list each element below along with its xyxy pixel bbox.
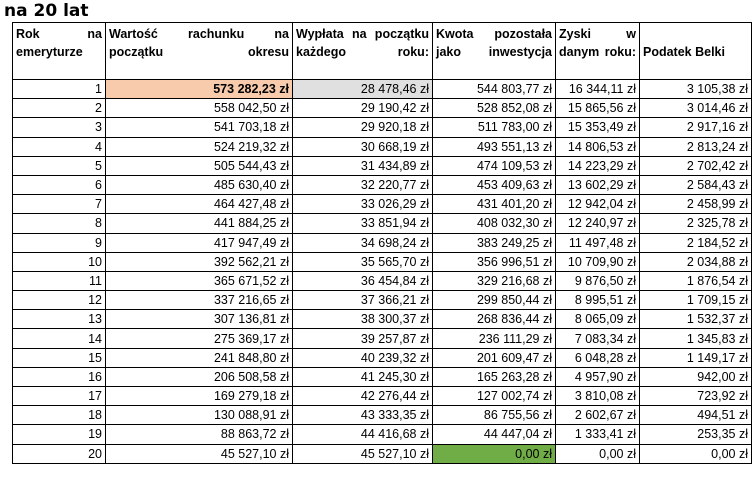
table-row — [13, 444, 752, 463]
gains-cell: 9 876,50 zł — [556, 271, 640, 290]
year-cell: 2 — [13, 99, 106, 118]
gains-cell: 3 810,08 zł — [556, 387, 640, 406]
gains-cell: 10 709,90 zł — [556, 252, 640, 271]
gains-cell: 12 942,04 zł — [556, 195, 640, 214]
gains-cell: 4 957,90 zł — [556, 367, 640, 386]
account-value-cell: 307 136,81 zł — [106, 310, 293, 329]
tax-cell: 942,00 zł — [640, 367, 752, 386]
table-body — [13, 80, 752, 464]
table-row — [13, 252, 752, 271]
withdrawal-cell: 38 300,37 zł — [293, 310, 433, 329]
account-value-cell: 130 088,91 zł — [106, 406, 293, 425]
tax-cell: 723,92 zł — [640, 387, 752, 406]
account-value-cell: 337 216,65 zł — [106, 291, 293, 310]
account-value-cell: 275 369,17 zł — [106, 329, 293, 348]
gains-cell: 12 240,97 zł — [556, 214, 640, 233]
tax-cell: 2 458,99 zł — [640, 195, 752, 214]
withdrawal-cell: 44 416,68 zł — [293, 425, 433, 444]
withdrawal-cell: 42 276,44 zł — [293, 387, 433, 406]
account-value-cell: 206 508,58 zł — [106, 367, 293, 386]
remaining-cell: 329 216,68 zł — [433, 271, 556, 290]
withdrawal-cell: 28 478,46 zł — [293, 80, 433, 99]
gains-cell: 7 083,34 zł — [556, 329, 640, 348]
withdrawal-cell: 29 190,42 zł — [293, 99, 433, 118]
account-value-cell: 524 219,32 zł — [106, 137, 293, 156]
table-row — [13, 118, 752, 137]
year-cell: 3 — [13, 118, 106, 137]
remaining-cell: 236 111,29 zł — [433, 329, 556, 348]
remaining-cell: 493 551,13 zł — [433, 137, 556, 156]
table-header-row — [13, 23, 752, 80]
gains-cell: 15 865,56 zł — [556, 99, 640, 118]
withdrawal-cell: 39 257,87 zł — [293, 329, 433, 348]
withdrawal-cell: 33 026,29 zł — [293, 195, 433, 214]
remaining-cell: 528 852,08 zł — [433, 99, 556, 118]
gains-cell: 1 333,41 zł — [556, 425, 640, 444]
year-cell: 15 — [13, 348, 106, 367]
table-row — [13, 214, 752, 233]
remaining-cell: 86 755,56 zł — [433, 406, 556, 425]
withdrawal-cell: 45 527,10 zł — [293, 444, 433, 463]
withdrawal-cell: 31 434,89 zł — [293, 156, 433, 175]
year-cell: 14 — [13, 329, 106, 348]
remaining-cell: 127 002,74 zł — [433, 387, 556, 406]
remaining-cell: 511 783,00 zł — [433, 118, 556, 137]
tax-cell: 2 813,24 zł — [640, 137, 752, 156]
remaining-cell: 453 409,63 zł — [433, 175, 556, 194]
remaining-cell: 268 836,44 zł — [433, 310, 556, 329]
year-cell: 4 — [13, 137, 106, 156]
withdrawal-cell: 36 454,84 zł — [293, 271, 433, 290]
year-cell: 1 — [13, 80, 106, 99]
withdrawal-cell: 37 366,21 zł — [293, 291, 433, 310]
account-value-cell: 241 848,80 zł — [106, 348, 293, 367]
year-cell: 11 — [13, 271, 106, 290]
account-value-cell: 485 630,40 zł — [106, 175, 293, 194]
tax-cell: 1 345,83 zł — [640, 329, 752, 348]
remaining-cell: 165 263,28 zł — [433, 367, 556, 386]
table-row — [13, 99, 752, 118]
column-header-gains: Zyski w danym roku: — [556, 23, 640, 80]
gains-cell: 11 497,48 zł — [556, 233, 640, 252]
year-cell: 17 — [13, 387, 106, 406]
account-value-cell: 505 544,43 zł — [106, 156, 293, 175]
table-row — [13, 80, 752, 99]
gains-cell: 8 995,51 zł — [556, 291, 640, 310]
year-cell: 5 — [13, 156, 106, 175]
table-row — [13, 156, 752, 175]
gains-cell: 0,00 zł — [556, 444, 640, 463]
account-value-cell: 169 279,18 zł — [106, 387, 293, 406]
account-value-cell: 417 947,49 zł — [106, 233, 293, 252]
remaining-cell: 474 109,53 zł — [433, 156, 556, 175]
tax-cell: 3 105,38 zł — [640, 80, 752, 99]
tax-cell: 3 014,46 zł — [640, 99, 752, 118]
year-cell: 20 — [13, 444, 106, 463]
year-cell: 8 — [13, 214, 106, 233]
tax-cell: 2 702,42 zł — [640, 156, 752, 175]
tax-cell: 2 917,16 zł — [640, 118, 752, 137]
table-row — [13, 310, 752, 329]
tax-cell: 1 709,15 zł — [640, 291, 752, 310]
year-cell: 6 — [13, 175, 106, 194]
remaining-cell: 356 996,51 zł — [433, 252, 556, 271]
withdrawal-cell: 30 668,19 zł — [293, 137, 433, 156]
table-row — [13, 291, 752, 310]
year-cell: 10 — [13, 252, 106, 271]
withdrawal-cell: 29 920,18 zł — [293, 118, 433, 137]
account-value-cell: 573 282,23 zł — [106, 80, 293, 99]
account-value-cell: 541 703,18 zł — [106, 118, 293, 137]
remaining-cell: 408 032,30 zł — [433, 214, 556, 233]
withdrawal-cell: 40 239,32 zł — [293, 348, 433, 367]
table-row — [13, 329, 752, 348]
remaining-cell: 299 850,44 zł — [433, 291, 556, 310]
tax-cell: 253,35 zł — [640, 425, 752, 444]
column-header-remaining: Kwota pozostała jako inwestycja — [433, 23, 556, 80]
account-value-cell: 392 562,21 zł — [106, 252, 293, 271]
tax-cell: 494,51 zł — [640, 406, 752, 425]
tax-cell: 1 876,54 zł — [640, 271, 752, 290]
remaining-cell: 544 803,77 zł — [433, 80, 556, 99]
table-row — [13, 175, 752, 194]
column-header-year: Rok na emeryturze — [13, 23, 106, 80]
remaining-cell: 0,00 zł — [433, 444, 556, 463]
withdrawal-cell: 43 333,35 zł — [293, 406, 433, 425]
year-cell: 18 — [13, 406, 106, 425]
table-row — [13, 137, 752, 156]
column-header-tax: Podatek Belki — [640, 23, 752, 80]
remaining-cell: 383 249,25 zł — [433, 233, 556, 252]
year-cell: 9 — [13, 233, 106, 252]
withdrawal-cell: 35 565,70 zł — [293, 252, 433, 271]
column-header-account-value: Wartość rachunku na początku okresu — [106, 23, 293, 80]
column-header-withdrawal: Wypłata na początku każdego roku: — [293, 23, 433, 80]
tax-cell: 2 184,52 zł — [640, 233, 752, 252]
account-value-cell: 441 884,25 zł — [106, 214, 293, 233]
remaining-cell: 431 401,20 zł — [433, 195, 556, 214]
table-row — [13, 387, 752, 406]
tax-cell: 2 584,43 zł — [640, 175, 752, 194]
tax-cell: 2 325,78 zł — [640, 214, 752, 233]
withdrawal-cell: 34 698,24 zł — [293, 233, 433, 252]
account-value-cell: 464 427,48 zł — [106, 195, 293, 214]
table-row — [13, 233, 752, 252]
year-cell: 12 — [13, 291, 106, 310]
tax-cell: 0,00 zł — [640, 444, 752, 463]
gains-cell: 13 602,29 zł — [556, 175, 640, 194]
account-value-cell: 88 863,72 zł — [106, 425, 293, 444]
year-cell: 19 — [13, 425, 106, 444]
table-row — [13, 195, 752, 214]
withdrawal-cell: 41 245,30 zł — [293, 367, 433, 386]
table-row — [13, 406, 752, 425]
table-row — [13, 367, 752, 386]
year-cell: 7 — [13, 195, 106, 214]
table-row — [13, 348, 752, 367]
gains-cell: 8 065,09 zł — [556, 310, 640, 329]
gains-cell: 16 344,11 zł — [556, 80, 640, 99]
gains-cell: 6 048,28 zł — [556, 348, 640, 367]
table-row — [13, 271, 752, 290]
gains-cell: 2 602,67 zł — [556, 406, 640, 425]
tax-cell: 1 149,17 zł — [640, 348, 752, 367]
withdrawal-cell: 32 220,77 zł — [293, 175, 433, 194]
gains-cell: 14 806,53 zł — [556, 137, 640, 156]
account-value-cell: 558 042,50 zł — [106, 99, 293, 118]
year-cell: 16 — [13, 367, 106, 386]
withdrawal-cell: 33 851,94 zł — [293, 214, 433, 233]
gains-cell: 15 353,49 zł — [556, 118, 640, 137]
tax-cell: 1 532,37 zł — [640, 310, 752, 329]
remaining-cell: 44 447,04 zł — [433, 425, 556, 444]
account-value-cell: 45 527,10 zł — [106, 444, 293, 463]
tax-cell: 2 034,88 zł — [640, 252, 752, 271]
year-cell: 13 — [13, 310, 106, 329]
gains-cell: 14 223,29 zł — [556, 156, 640, 175]
retirement-table — [12, 22, 752, 464]
remaining-cell: 201 609,47 zł — [433, 348, 556, 367]
account-value-cell: 365 671,52 zł — [106, 271, 293, 290]
page-title: na 20 lat — [4, 1, 89, 21]
table-row — [13, 425, 752, 444]
